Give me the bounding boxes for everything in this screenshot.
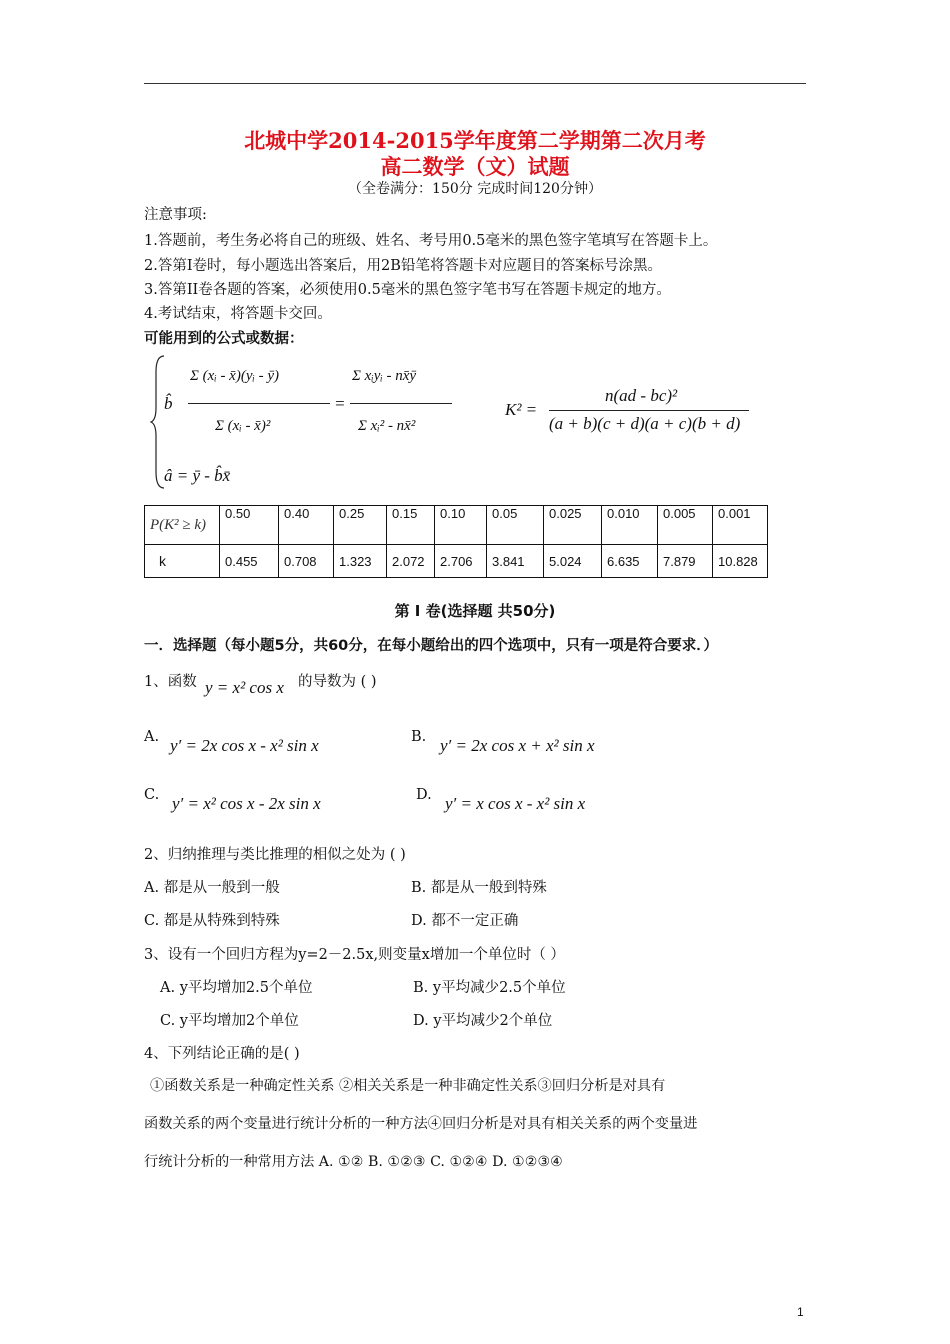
table-cell: 0.005 <box>658 506 713 545</box>
exam-info: （全卷满分：150分 完成时间120分钟） <box>348 181 602 197</box>
table-cell: 0.15 <box>387 506 435 545</box>
table-cell: 0.708 <box>279 545 334 578</box>
b-denominator-2: Σ xᵢ² - nx̄² <box>358 418 416 434</box>
q1-expression: y = x² cos x <box>205 678 284 697</box>
q1-option-a: y′ = 2x cos x - x² sin x <box>170 736 319 755</box>
note-item: 3.答第II卷各题的答案，必须使用0.5毫米的黑色签字笔书写在答题卡规定的地方。 <box>144 282 671 298</box>
table-cell: 1.323 <box>334 545 387 578</box>
q4-stem: 4、下列结论正确的是( ) <box>144 1046 300 1062</box>
page-number: 1 <box>797 1305 804 1319</box>
table-cell: 0.010 <box>602 506 658 545</box>
table-cell: 0.05 <box>487 506 544 545</box>
q3-stem: 3、设有一个回归方程为y=2－2.5x,则变量x增加一个单位时（ ） <box>144 947 565 963</box>
a-hat-formula: â = ȳ - b̂x̄ <box>164 466 231 485</box>
b-numerator-2: Σ xᵢyᵢ - nx̄ȳ <box>352 368 417 384</box>
table-cell: 0.001 <box>713 506 768 545</box>
table-header-k: k <box>145 545 220 578</box>
q2-option-d: D. 都不一定正确 <box>411 913 519 929</box>
fraction-bar <box>549 410 749 411</box>
table-cell: 7.879 <box>658 545 713 578</box>
q1-option-d: y′ = x cos x - x² sin x <box>445 794 586 813</box>
table-row <box>145 545 768 578</box>
formula-heading: 可能用到的公式或数据： <box>144 331 304 347</box>
q2-option-b: B. 都是从一般到特殊 <box>411 880 547 896</box>
section-title: 第 I 卷(选择题 共50分) <box>394 602 556 620</box>
q4-statement-line: 行统计分析的一种常用方法 A. ①② B. ①②③ C. ①②④ D. ①②③④ <box>144 1154 563 1170</box>
q4-statement-line: ①函数关系是一种确定性关系 ②相关关系是一种非确定性关系③回归分析是对具有 <box>150 1078 666 1094</box>
fraction-bar <box>350 403 452 404</box>
q3-option-b: B. y平均减少2.5个单位 <box>413 980 566 996</box>
q1-option-b: y′ = 2x cos x + x² sin x <box>440 736 595 755</box>
equals-sign: = <box>334 394 346 413</box>
table-header-p: P(K² ≥ k) <box>145 506 220 545</box>
b-hat: b̂ <box>164 394 173 413</box>
q3-option-a: A. y平均增加2.5个单位 <box>160 980 313 996</box>
table-cell: 10.828 <box>713 545 768 578</box>
q1-option-b-label: B. <box>411 729 427 745</box>
k2-denominator: (a + b)(c + d)(a + c)(b + d) <box>549 414 741 433</box>
q1-option-c: y′ = x² cos x - 2x sin x <box>172 794 321 813</box>
exam-title: 北城中学2014-2015学年度第二学期第二次月考 <box>244 128 706 153</box>
q1-option-a-label: A. <box>144 729 160 745</box>
table-cell: 3.841 <box>487 545 544 578</box>
q1-stem-pre: 1、函数 <box>144 674 197 690</box>
table-cell: 0.25 <box>334 506 387 545</box>
critical-value-table <box>144 505 768 578</box>
q2-option-c: C. 都是从特殊到特殊 <box>144 913 280 929</box>
note-item: 4.考试结束，将答题卡交回。 <box>144 306 332 322</box>
table-cell: 0.50 <box>220 506 279 545</box>
table-cell: 2.072 <box>387 545 435 578</box>
table-cell: 0.40 <box>279 506 334 545</box>
part-header: 一．选择题（每小题5分，共60分，在每小题给出的四个选项中，只有一项是符合要求．） <box>144 638 719 654</box>
table-cell: 5.024 <box>544 545 602 578</box>
notes-heading: 注意事项: <box>144 207 207 223</box>
header-rule <box>144 83 806 84</box>
table-cell: 0.025 <box>544 506 602 545</box>
note-item: 1.答题前，考生务必将自己的班级、姓名、考号用0.5毫米的黑色签字笔填写在答题卡上。 <box>144 233 718 249</box>
b-numerator-1: Σ (xᵢ - x̄)(yᵢ - ȳ) <box>190 368 280 384</box>
q2-stem: 2、归纳推理与类比推理的相似之处为 ( ) <box>144 847 406 863</box>
exam-subtitle: 高二数学（文）试题 <box>380 154 570 179</box>
table-cell: 0.455 <box>220 545 279 578</box>
note-item: 2.答第I卷时，每小题选出答案后，用2B铅笔将答题卡对应题目的答案标号涂黑。 <box>144 258 662 274</box>
q1-stem-post: 的导数为 ( ) <box>298 674 377 690</box>
k2-lhs: K² = <box>505 400 538 419</box>
fraction-bar <box>188 403 330 404</box>
b-denominator-1: Σ (xᵢ - x̄)² <box>215 418 271 434</box>
q2-option-a: A. 都是从一般到一般 <box>144 880 280 896</box>
table-cell: 6.635 <box>602 545 658 578</box>
q1-option-c-label: C. <box>144 787 160 803</box>
q1-option-d-label: D. <box>416 787 432 803</box>
q3-option-d: D. y平均减少2个单位 <box>413 1013 553 1029</box>
q4-statement-line: 函数关系的两个变量进行统计分析的一种方法④回归分析是对具有相关关系的两个变量进 <box>144 1116 698 1132</box>
table-cell: 0.10 <box>435 506 487 545</box>
k2-numerator: n(ad - bc)² <box>605 386 678 405</box>
table-cell: 2.706 <box>435 545 487 578</box>
table-row <box>145 506 768 545</box>
q3-option-c: C. y平均增加2个单位 <box>160 1013 299 1029</box>
